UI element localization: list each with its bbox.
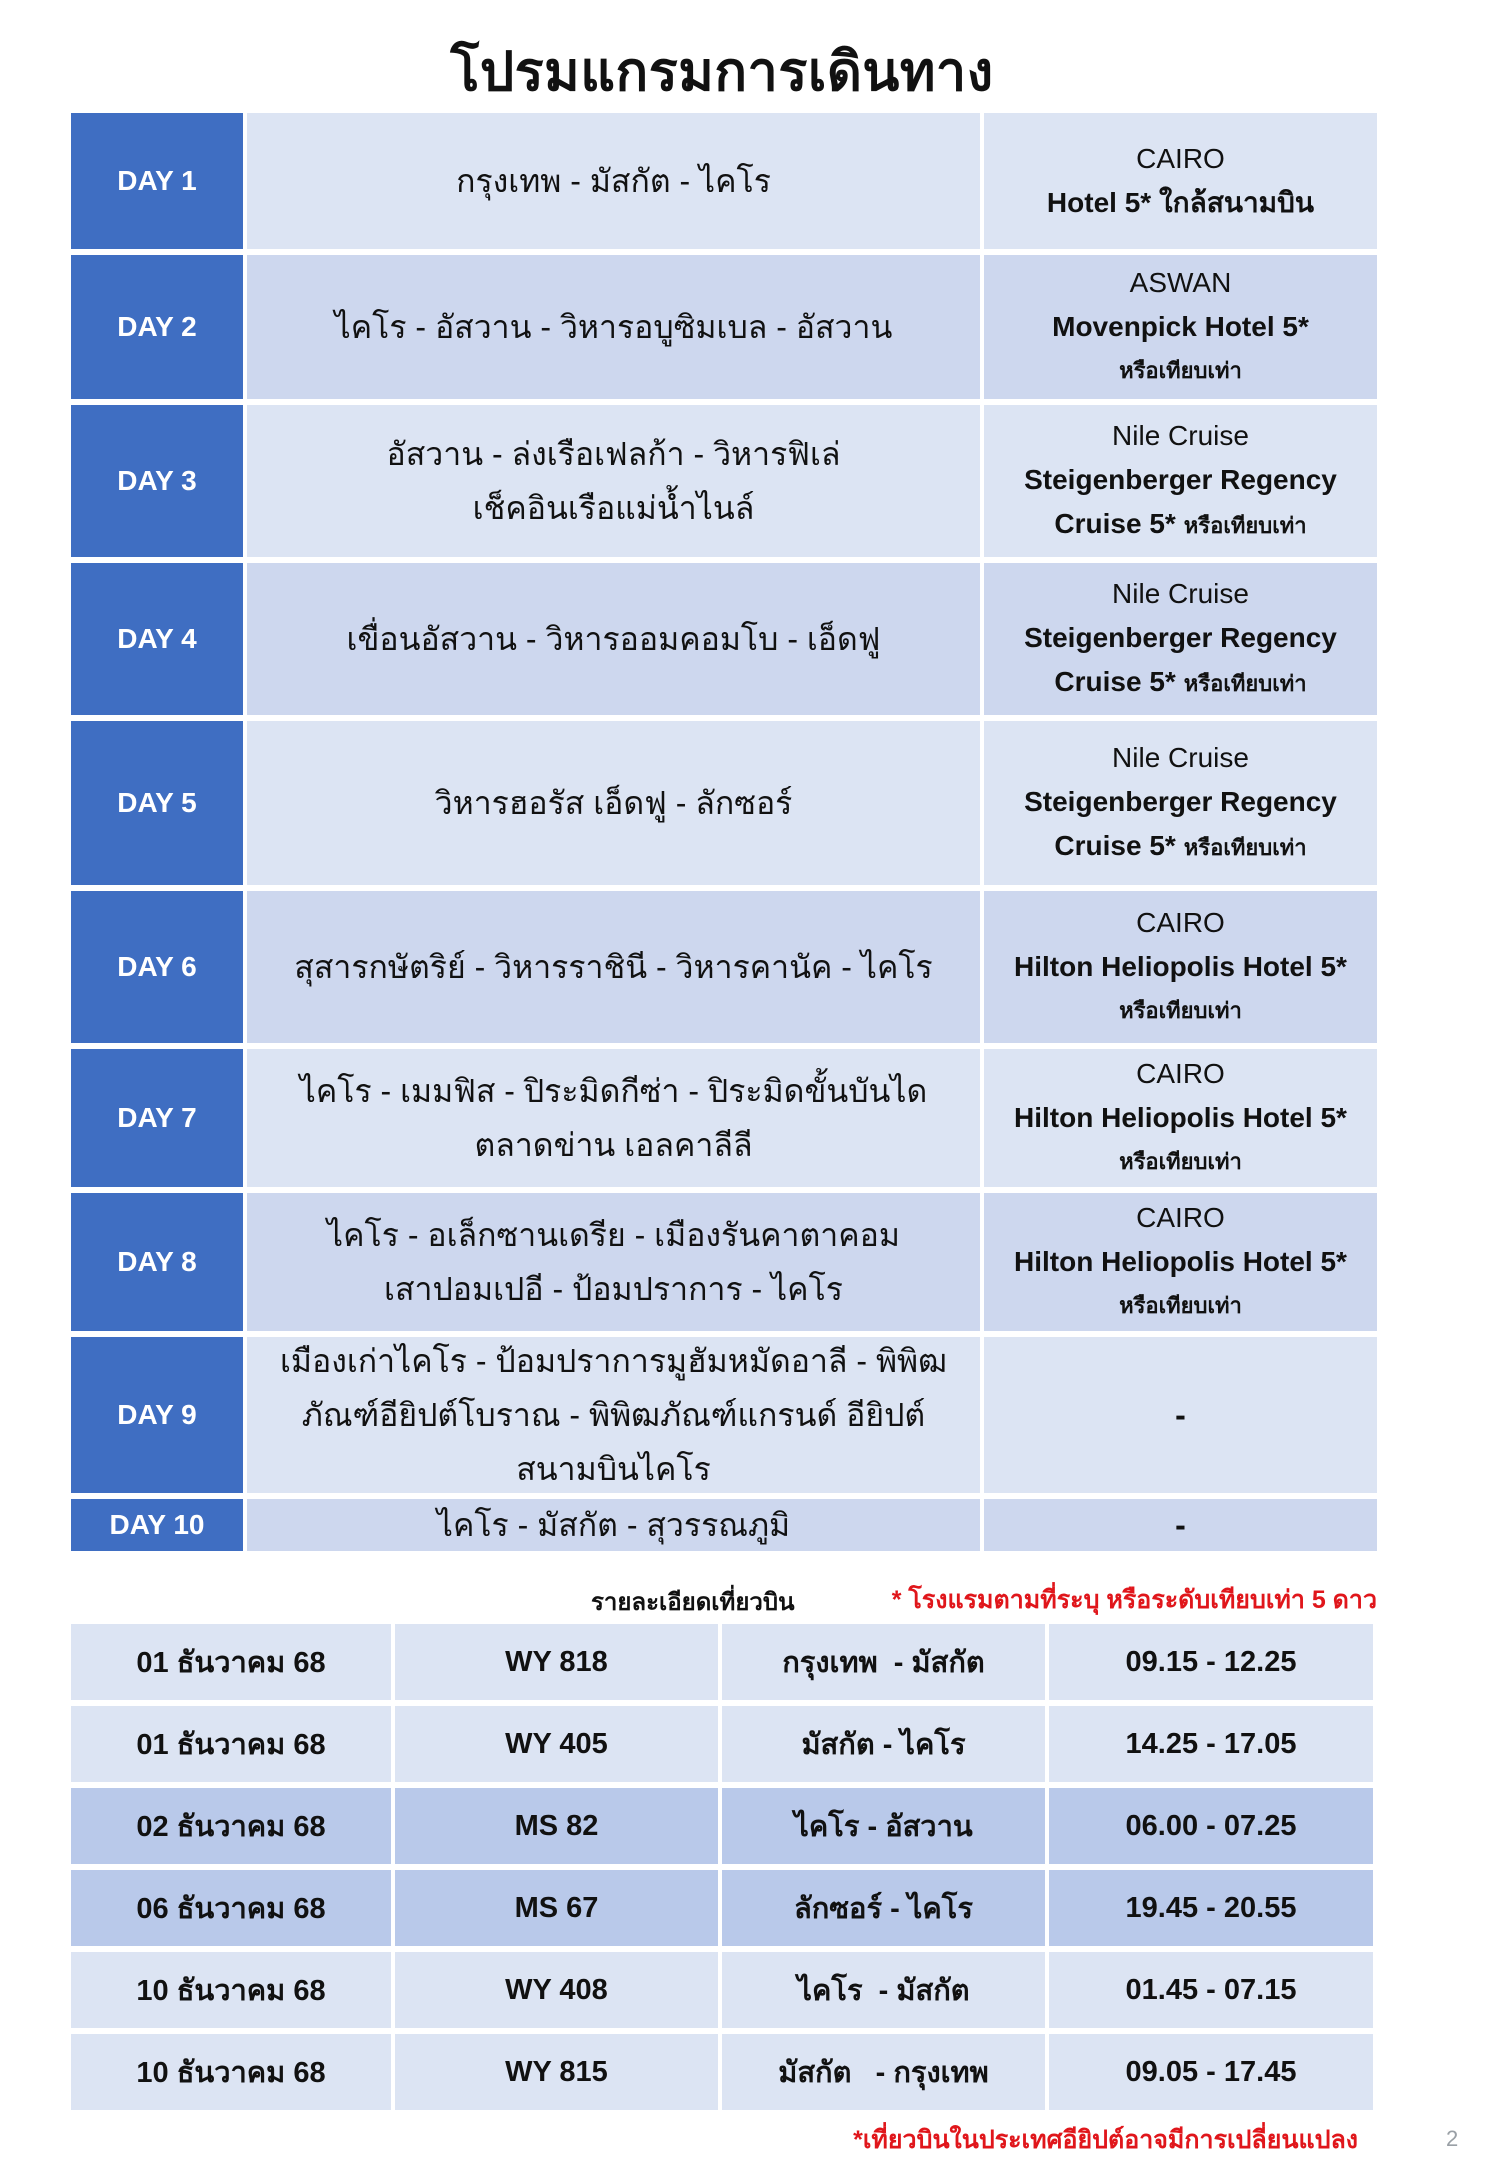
flight-route: มัสกัต - ไคโร <box>722 1706 1045 1782</box>
itinerary-row <box>71 113 1377 249</box>
hotel-city: Nile Cruise <box>1112 578 1249 609</box>
flight-number: MS 82 <box>395 1788 718 1864</box>
flight-row <box>71 1870 1377 1946</box>
flight-time: 09.15 - 12.25 <box>1049 1624 1373 1700</box>
hotel-city: CAIRO <box>1136 143 1225 174</box>
itinerary-table <box>71 113 1377 1557</box>
flight-number: WY 815 <box>395 2034 718 2110</box>
flight-row <box>71 1624 1377 1700</box>
hotel-name <box>1052 305 1309 349</box>
or-equivalent-note: หรือเทียบเท่า <box>1183 671 1307 696</box>
route-line: อัสวาน - ล่งเรือเฟลก้า - วิหารฟิเล่ <box>386 436 841 472</box>
route-line: เช็คอินเรือแม่น้ำไนล์ <box>472 490 755 526</box>
hotel-cell <box>984 1499 1377 1551</box>
notes-row <box>71 1572 1377 1618</box>
itinerary-row <box>71 1049 1377 1187</box>
route-line: เขื่อนอัสวาน - วิหารออมคอมโบ - เอ็ดฟู <box>346 621 881 657</box>
itinerary-row <box>71 891 1377 1043</box>
flight-time: 19.45 - 20.55 <box>1049 1870 1373 1946</box>
hotel-cell <box>984 113 1377 249</box>
hotel-name <box>1014 1240 1347 1284</box>
hotel-name-text: Cruise 5* <box>1054 508 1176 539</box>
flight-row <box>71 1788 1377 1864</box>
or-equivalent-note: หรือเทียบเท่า <box>1119 1149 1242 1174</box>
flight-table <box>71 1624 1377 2116</box>
flight-route: กรุงเทพ - มัสกัต <box>722 1624 1045 1700</box>
day-label: DAY 5 <box>71 721 243 885</box>
flight-row <box>71 1952 1377 2028</box>
day-label: DAY 2 <box>71 255 243 399</box>
hotel-cell <box>984 563 1377 715</box>
route-cell <box>247 405 980 557</box>
flight-date: 06 ธันวาคม 68 <box>71 1870 391 1946</box>
flight-details-caption: รายละเอียดเที่ยวบิน <box>591 1589 795 1616</box>
flight-date: 01 ธันวาคม 68 <box>71 1706 391 1782</box>
no-hotel-dash <box>1175 1393 1186 1437</box>
hotel-cell <box>984 255 1377 399</box>
flight-number: WY 818 <box>395 1624 718 1700</box>
hotel-name-text: Steigenberger Regency <box>1024 622 1337 653</box>
hotel-name-text: Hilton Heliopolis Hotel 5* <box>1014 1246 1347 1277</box>
flight-row <box>71 1706 1377 1782</box>
day-label: DAY 3 <box>71 405 243 557</box>
hotel-city: Nile Cruise <box>1112 420 1249 451</box>
or-equivalent-note: หรือเทียบเท่า <box>1119 1293 1242 1318</box>
flight-time: 01.45 - 07.15 <box>1049 1952 1373 2028</box>
itinerary-row <box>71 1337 1377 1493</box>
route-line: กรุงเทพ - มัสกัต - ไคโร <box>456 163 771 199</box>
route-line: ภัณฑ์อียิปต์โบราณ - พิพิฒภัณฑ์แกรนด์ อียิปต์ <box>301 1397 926 1433</box>
hotel-name <box>1054 502 1306 548</box>
flight-row <box>71 2034 1377 2110</box>
flight-number: WY 405 <box>395 1706 718 1782</box>
or-equivalent-note: หรือเทียบเท่า <box>1183 835 1307 860</box>
route-line: เมืองเก่าไคโร - ป้อมปราการมูฮัมหมัดอาลี - พิพิฒ <box>279 1343 948 1379</box>
itinerary-row <box>71 563 1377 715</box>
hotel-cell <box>984 1193 1377 1331</box>
route-cell <box>247 1193 980 1331</box>
day-label: DAY 6 <box>71 891 243 1043</box>
flight-date: 10 ธันวาคม 68 <box>71 1952 391 2028</box>
route-cell <box>247 891 980 1043</box>
hotel-name-text: Hilton Heliopolis Hotel 5* <box>1014 951 1347 982</box>
route-line: ไคโร - อเล็กซานเดรีย - เมืองรันคาตาคอม <box>327 1217 900 1253</box>
route-cell <box>247 113 980 249</box>
footer-note: *เที่ยวบินในประเทศอียิปต์อาจมีการเปลี่ยนแปลง <box>853 2126 1358 2154</box>
itinerary-row <box>71 1499 1377 1551</box>
route-line: ตลาดข่าน เอลคาลีลี <box>474 1127 753 1163</box>
hotel-city: ASWAN <box>1129 267 1232 298</box>
flight-time: 14.25 - 17.05 <box>1049 1706 1373 1782</box>
hotel-name-text: Steigenberger Regency <box>1024 464 1337 495</box>
route-cell <box>247 1499 980 1551</box>
or-equivalent-note: หรือเทียบเท่า <box>1183 513 1307 538</box>
hotel-name <box>1024 458 1337 502</box>
hotel-city: CAIRO <box>1136 907 1225 938</box>
hotel-name-text: Hilton Heliopolis Hotel 5* <box>1014 1102 1347 1133</box>
route-line: ไคโร - มัสกัต - สุวรรณภูมิ <box>436 1507 791 1543</box>
route-cell <box>247 255 980 399</box>
page-number: 2 <box>1446 2126 1459 2151</box>
hotel-name <box>1054 824 1306 870</box>
hotel-cell <box>984 891 1377 1043</box>
or-equivalent-note: หรือเทียบเท่า <box>1119 998 1242 1023</box>
hotel-name <box>1024 616 1337 660</box>
route-line: เสาปอมเปอี - ป้อมปราการ - ไคโร <box>384 1271 843 1307</box>
itinerary-row <box>71 255 1377 399</box>
flight-number: WY 408 <box>395 1952 718 2028</box>
hotel-city: CAIRO <box>1136 1202 1225 1233</box>
route-cell <box>247 1337 980 1493</box>
hotel-cell <box>984 1049 1377 1187</box>
hotel-name-text: - <box>1175 1507 1186 1543</box>
route-line: ไคโร - อัสวาน - วิหารอบูซิมเบล - อัสวาน <box>334 309 893 345</box>
flight-time: 06.00 - 07.25 <box>1049 1788 1373 1864</box>
route-cell <box>247 1049 980 1187</box>
hotel-name <box>1054 660 1306 706</box>
hotel-name <box>1047 181 1314 225</box>
day-label: DAY 9 <box>71 1337 243 1493</box>
hotel-name-text: - <box>1175 1397 1186 1433</box>
route-line: สนามบินไคโร <box>516 1451 711 1487</box>
or-equivalent-note: หรือเทียบเท่า <box>1119 358 1242 383</box>
page-title: โปรมแกรมการเดินทาง <box>450 42 994 102</box>
itinerary-row <box>71 721 1377 885</box>
flight-time: 09.05 - 17.45 <box>1049 2034 1373 2110</box>
hotel-cell <box>984 1337 1377 1493</box>
flight-date: 10 ธันวาคม 68 <box>71 2034 391 2110</box>
route-cell <box>247 563 980 715</box>
flight-date: 01 ธันวาคม 68 <box>71 1624 391 1700</box>
route-cell <box>247 721 980 885</box>
hotel-name <box>1014 1096 1347 1140</box>
route-line: วิหารฮอรัส เอ็ดฟู - ลักซอร์ <box>434 785 793 821</box>
flight-number: MS 67 <box>395 1870 718 1946</box>
itinerary-row <box>71 1193 1377 1331</box>
day-label: DAY 4 <box>71 563 243 715</box>
day-label: DAY 10 <box>71 1499 243 1551</box>
flight-route: มัสกัต - กรุงเทพ <box>722 2034 1045 2110</box>
day-label: DAY 7 <box>71 1049 243 1187</box>
hotel-cell <box>984 721 1377 885</box>
hotel-name <box>1024 780 1337 824</box>
no-hotel-dash <box>1175 1499 1186 1551</box>
flight-route: ลักซอร์ - ไคโร <box>722 1870 1045 1946</box>
hotel-city: Nile Cruise <box>1112 742 1249 773</box>
flight-date: 02 ธันวาคม 68 <box>71 1788 391 1864</box>
flight-route: ไคโร - อัสวาน <box>722 1788 1045 1864</box>
day-label: DAY 1 <box>71 113 243 249</box>
flight-route: ไคโร - มัสกัต <box>722 1952 1045 2028</box>
hotel-name <box>1014 945 1347 989</box>
hotel-name-text: Cruise 5* <box>1054 830 1176 861</box>
hotel-note: * โรงแรมตามที่ระบุ หรือระดับเทียบเท่า 5 ดาว <box>891 1586 1377 1614</box>
itinerary-row <box>71 405 1377 557</box>
hotel-name-text: Movenpick Hotel 5* <box>1052 311 1309 342</box>
hotel-name-text: Steigenberger Regency <box>1024 786 1337 817</box>
hotel-name-text: Cruise 5* <box>1054 666 1176 697</box>
hotel-cell <box>984 405 1377 557</box>
route-line: ไคโร - เมมฟิส - ปิระมิดกีซ่า - ปิระมิดขั้นบันได <box>299 1073 928 1109</box>
hotel-city: CAIRO <box>1136 1058 1225 1089</box>
route-line: สุสารกษัตริย์ - วิหารราชินี - วิหารคานัค - ไคโร <box>294 949 933 985</box>
hotel-name-text: Hotel 5* ใกล้สนามบิน <box>1046 187 1315 218</box>
day-label: DAY 8 <box>71 1193 243 1331</box>
